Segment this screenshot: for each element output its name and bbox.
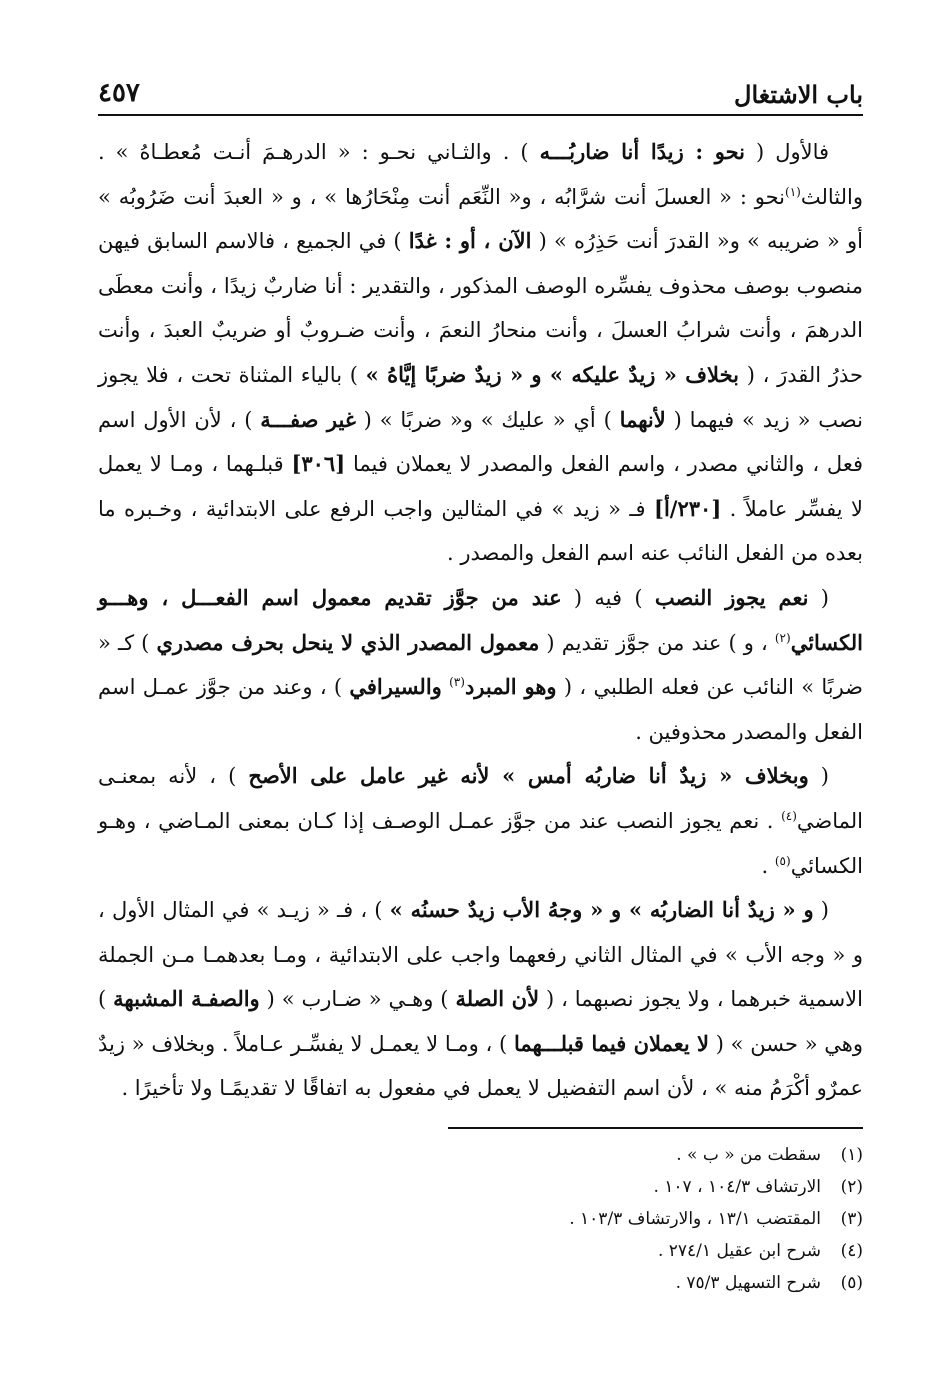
- footnote-item: [98, 1139, 863, 1171]
- running-title: باب الاشتغال: [734, 80, 863, 109]
- paragraph: فالأول ( نحو : زيدًا أنا ضاربُـــه ) . والثـاني نحـو : « الدرهـمَ أنـت مُعطـاهُ » . والثالث$^{(١)}$نحو : « العسلَ أنت شرَّابُه ، و« النِّعَم أنت مِنْحَارُها » ، و « العبدَ أنت ضَرُوبُه » أو « ضريبه » و« القدرَ أنت حَذِرُه » ( الآن ، أو : غدًا ) في الجميع ، فالاسم السابق فيهن منصوب بوصف محذوف يفسِّره الوصف المذكور ، والتقدير : أنا ضاربٌ زيدًا ، وأنت معطَى الدرهمَ ، وأنت شرابُ العسلَ ، وأنت منحارُ النعمَ ، وأنت ضـروبٌ أو ضريبٌ العبدَ ، وأنت حذرُ القدرَ ، ( بخلاف « زيدٌ عليكه » و « زيدٌ ضربًا إيَّاهُ » ) بالياء المثناة تحت ، فلا يجوز نصب « زيد » فيهما ( لأنهما ) أي « عليك » و« ضربًا » ( غير صفـــة ) ، لأن الأول اسم فعل ، والثاني مصدر ، واسم الفعل والمصدر لا يعملان فيما [٣٠٦] قبلـهما ، ومـا لا يعمل لا يفسِّر عاملاً . [٢٣٠/أ] فـ « زيد » في المثالين واجب الرفع على الابتدائية ، وخـبره ما بعده من الفعل النائب عنه اسم الفعل والمصدر .: [98, 139, 864, 566]
- footnote-text: شرح ابن عقيل ٢٧٤/١ .: [657, 1241, 821, 1262]
- page-header: [98, 70, 863, 116]
- footnote-number: (٣): [840, 1209, 863, 1230]
- footnote-text: المقتضب ١٣/١ ، والارتشاف ١٠٣/٣ .: [569, 1209, 821, 1230]
- footnote-text: الارتشاف ١٠٤/٣ ، ١٠٧ .: [653, 1177, 821, 1198]
- footnote-number: (٢): [840, 1177, 863, 1198]
- footnote-text: سقطت من « ب » .: [676, 1145, 821, 1166]
- main-text: [98, 130, 863, 1111]
- footnote-item: [98, 1235, 863, 1267]
- page-number: ٤٥٧: [98, 78, 140, 108]
- footnote-text: شرح التسهيل ٧٥/٣ .: [675, 1273, 821, 1294]
- paragraph: ( نعم يجوز النصب ) فيه ( عند من جوَّز تقديم معمول اسم الفعـــل ، وهـــو الكسائي$^{(٢)}$ ، و ) عند من جوَّز تقديم ( معمول المصدر الذي لا ينحل بحرف مصدري ) كـ « ضربًا » النائب عن فعله الطلبي ، ( وهو المبرد$^{(٣)}$ والسيرافي ) ، وعند من جوَّز عمـل اسم الفعل والمصدر محذوفين .: [98, 584, 863, 744]
- footnote-item: [98, 1171, 863, 1203]
- footnote-number: (٤): [840, 1241, 863, 1262]
- footnote-item: [98, 1203, 863, 1235]
- footnote-number: (١): [840, 1145, 863, 1166]
- footnote-number: (٥): [840, 1273, 863, 1294]
- footnote-item: [98, 1267, 863, 1299]
- book-page: [98, 70, 863, 1360]
- paragraph: ( و « زيدٌ أنا الضاربُه » و « وجهُ الأب زيدٌ حسنُه » ) ، فـ « زيـد » في المثال الأول ، و « وجه الأب » في المثال الثاني رفعهما واجب على الابتدائية ، ومـا بعدهمـا مـن الجملة الاسمية خبرهما ، ولا يجوز نصبهما ، ( لأن الصلة ) وهـي « ضـارب » ( والصفـة المشبهة ) وهي « حسن » ( لا يعملان فيما قبلـــهما ) ، ومـا لا يعمـل لا يفسِّـر عـاملاً . وبخلاف « زيدٌ عمرٌو أكْرَمُ منه » ، لأن اسم التفضيل لا يعمل في مفعول به اتفاقًا لا تقديمًـا ولا تأخيرًا .: [98, 897, 863, 1101]
- footnote-divider: [448, 1127, 863, 1129]
- paragraph: ( وبخلاف « زيدٌ أنا ضاربُه أمس » لأنه غير عامل على الأصح ) ، لأنه بمعنـى الماضي$^{(٤)}$ . نعم يجوز النصب عند من جوَّز عمـل الوصـف إذا كـان بمعنى المـاضي ، وهـو الكسائي$^{(٥)}$ .: [98, 763, 863, 878]
- footnotes-list: [98, 1139, 863, 1299]
